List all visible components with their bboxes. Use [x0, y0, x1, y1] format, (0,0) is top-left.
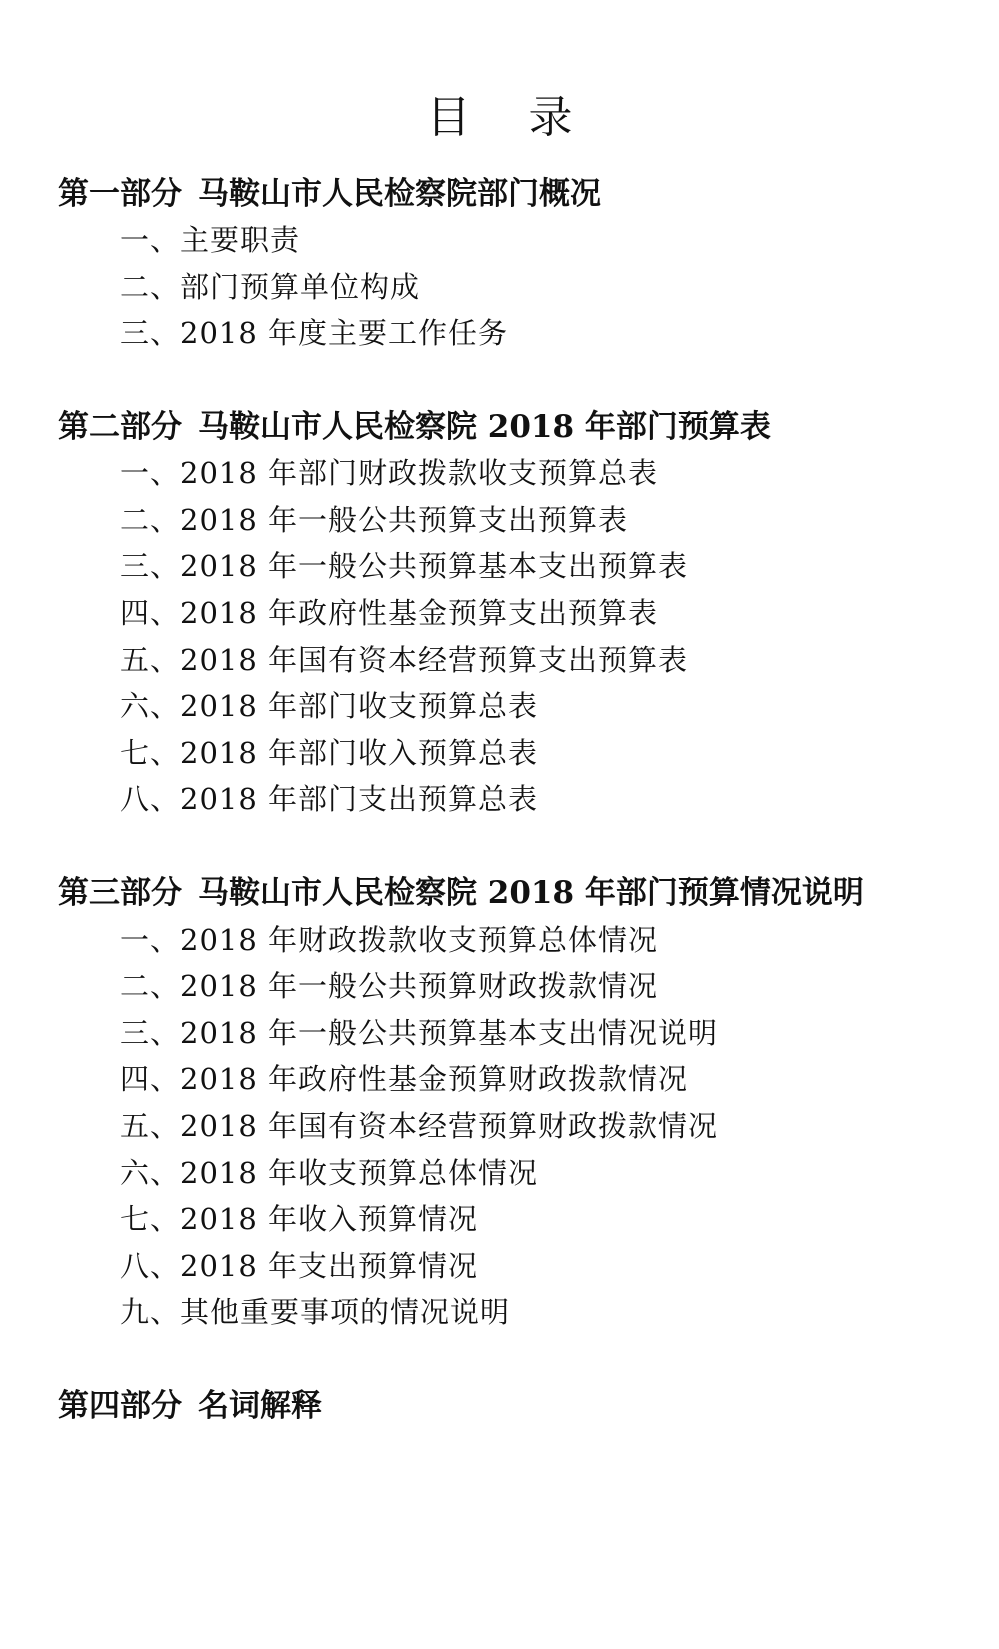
toc-item: 二、2018 年一般公共预算财政拨款情况 — [120, 969, 659, 1003]
toc-item: 四、2018 年政府性基金预算支出预算表 — [120, 596, 659, 630]
toc-item: 一、主要职责 — [120, 223, 301, 257]
toc-item: 四、2018 年政府性基金预算财政拨款情况 — [120, 1062, 689, 1096]
page-title: 目 录 — [426, 92, 595, 143]
section-heading-part-3 — [58, 873, 864, 913]
toc-item: 九、其他重要事项的情况说明 — [120, 1295, 511, 1329]
toc-item: 六、2018 年部门收支预算总表 — [120, 689, 539, 723]
part-name: 马鞍山市人民检察院部门概况 — [198, 176, 601, 212]
part-number: 第三部分 — [58, 875, 182, 911]
section-heading-part-2 — [58, 407, 771, 447]
toc-item: 一、2018 年部门财政拨款收支预算总表 — [120, 456, 659, 490]
part-name: 名词解释 — [198, 1388, 322, 1424]
toc-item: 五、2018 年国有资本经营预算财政拨款情况 — [120, 1109, 719, 1143]
toc-item: 七、2018 年收入预算情况 — [120, 1202, 479, 1236]
toc-item: 一、2018 年财政拨款收支预算总体情况 — [120, 923, 659, 957]
toc-item: 二、部门预算单位构成 — [120, 270, 421, 304]
part-number: 第二部分 — [58, 409, 182, 445]
toc-item: 二、2018 年一般公共预算支出预算表 — [120, 503, 629, 537]
toc-item: 六、2018 年收支预算总体情况 — [120, 1156, 539, 1190]
toc-item: 五、2018 年国有资本经营预算支出预算表 — [120, 643, 689, 677]
section-heading-part-4 — [58, 1386, 322, 1426]
toc-item: 三、2018 年一般公共预算基本支出情况说明 — [120, 1016, 719, 1050]
toc-item: 八、2018 年支出预算情况 — [120, 1249, 479, 1283]
part-name: 马鞍山市人民检察院 2018 年部门预算表 — [198, 409, 771, 445]
toc-item: 三、2018 年一般公共预算基本支出预算表 — [120, 549, 689, 583]
part-name: 马鞍山市人民检察院 2018 年部门预算情况说明 — [198, 875, 864, 911]
toc-item: 七、2018 年部门收入预算总表 — [120, 736, 539, 770]
section-heading-part-1 — [58, 174, 601, 214]
toc-item: 八、2018 年部门支出预算总表 — [120, 782, 539, 816]
part-number: 第四部分 — [58, 1388, 182, 1424]
toc-item: 三、2018 年度主要工作任务 — [120, 316, 509, 350]
part-number: 第一部分 — [58, 176, 182, 212]
